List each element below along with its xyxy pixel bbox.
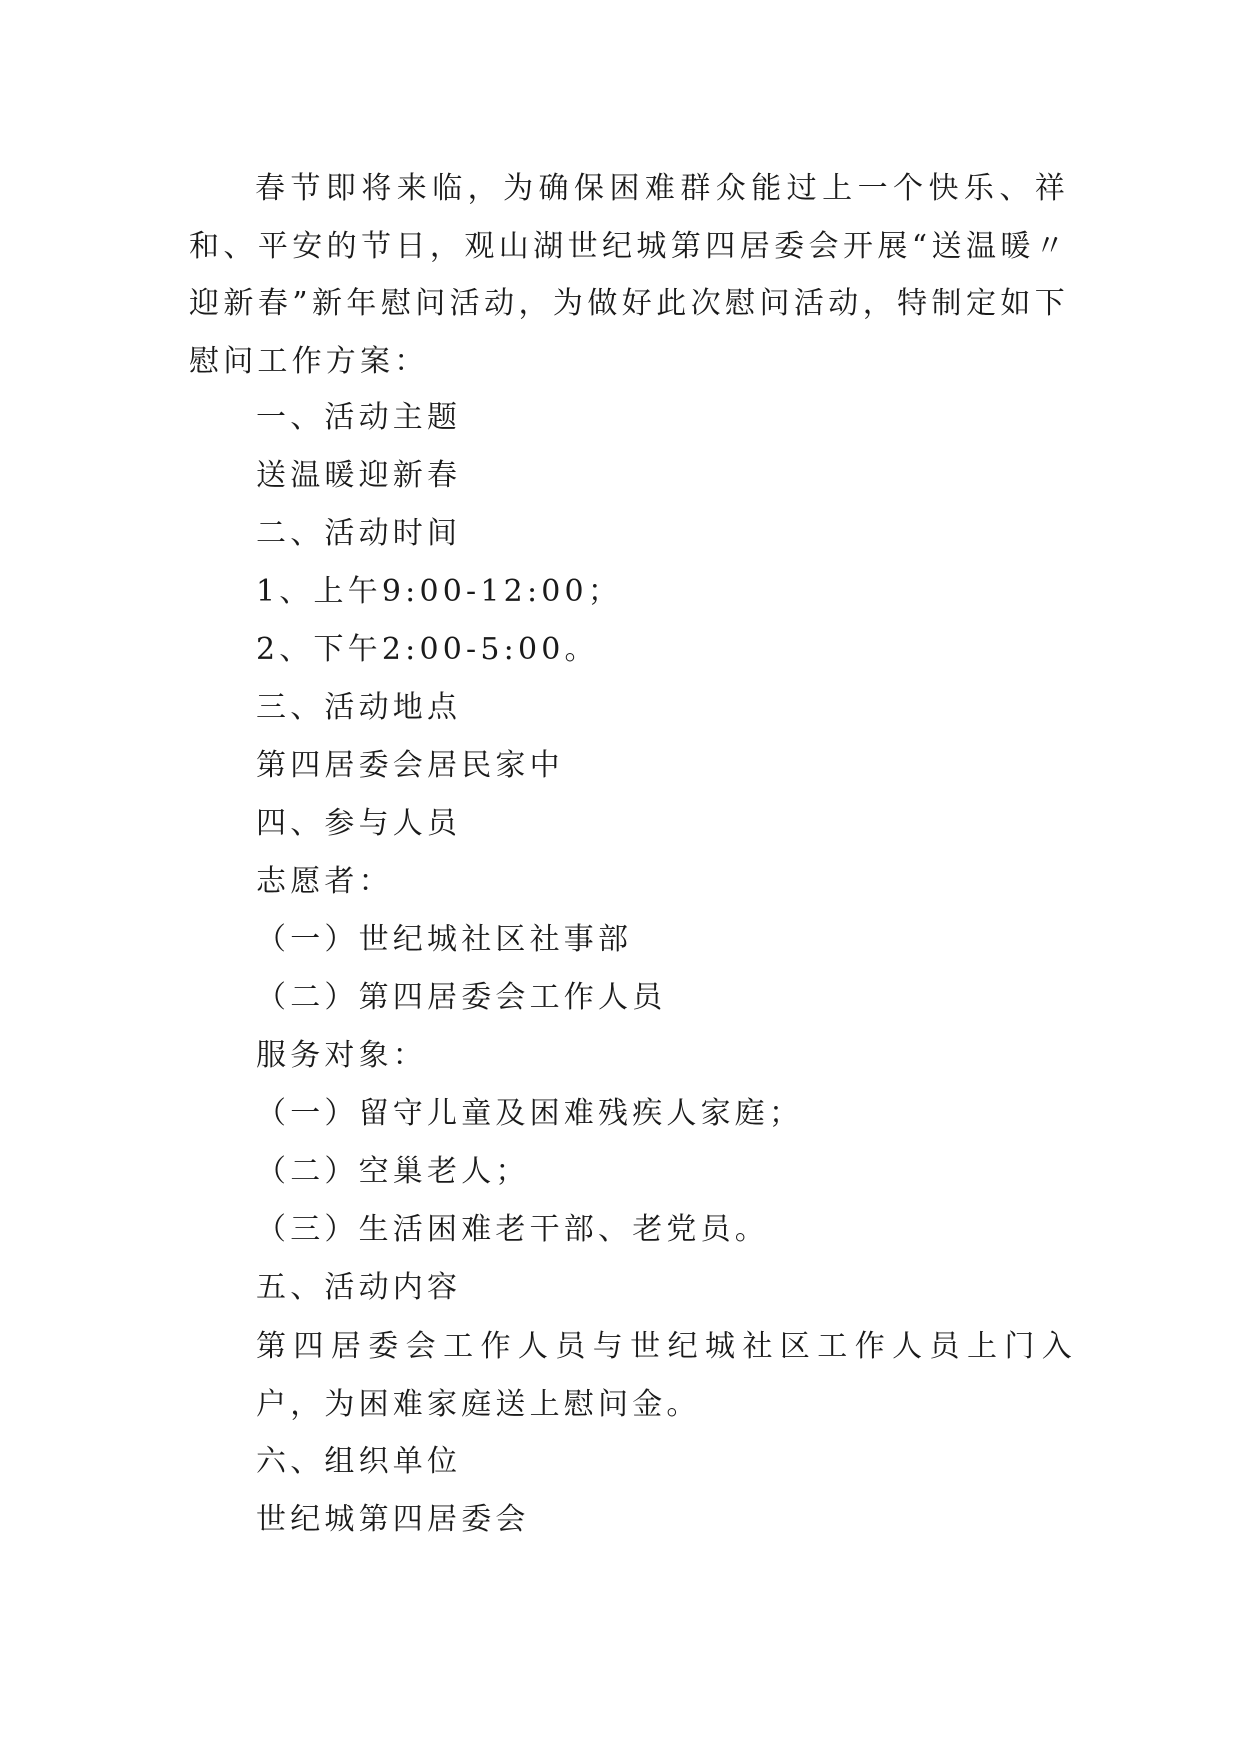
service-targets-label: 服务对象： (256, 1038, 427, 1073)
section-body-location: 第四居委会居民家中 (256, 748, 564, 783)
volunteer-item: （二）第四居委会工作人员 (256, 980, 667, 1015)
section-title-theme: 一、活动主题 (256, 400, 462, 435)
intro-paragraph: 春节即将来临，为确保困难群众能过上一个快乐、祥和、平安的节日，观山湖世纪城第四居委会开展“送温暖〃迎新春”新年慰问活动，为做好此次慰问活动，特制定如下慰问工作方案： (189, 171, 1069, 379)
volunteer-item: （一）世纪城社区社事部 (256, 922, 633, 957)
section-body-content: 第四居委会工作人员与世纪城社区工作人员上门入户，为困难家庭送上慰问金。 (256, 1329, 1076, 1422)
section-title-organizer: 六、组织单位 (256, 1444, 462, 1479)
volunteers-label: 志愿者： (256, 864, 393, 899)
section-title-time: 二、活动时间 (256, 516, 462, 551)
service-target-item: （一）留守儿童及困难残疾人家庭； (256, 1096, 804, 1131)
service-target-item: （三）生活困难老干部、老党员。 (256, 1212, 769, 1247)
section-title-participants: 四、参与人员 (256, 806, 462, 841)
section-body-theme: 送温暖迎新春 (256, 458, 462, 493)
time-item-afternoon: 2、下午2:00-5:00。 (256, 632, 599, 667)
section-title-location: 三、活动地点 (256, 690, 462, 725)
service-target-item: （二）空巢老人； (256, 1154, 530, 1189)
section-body-organizer: 世纪城第四居委会 (256, 1502, 530, 1537)
section-title-content: 五、活动内容 (256, 1270, 462, 1305)
time-item-morning: 1、上午9:00-12:00； (256, 574, 623, 609)
